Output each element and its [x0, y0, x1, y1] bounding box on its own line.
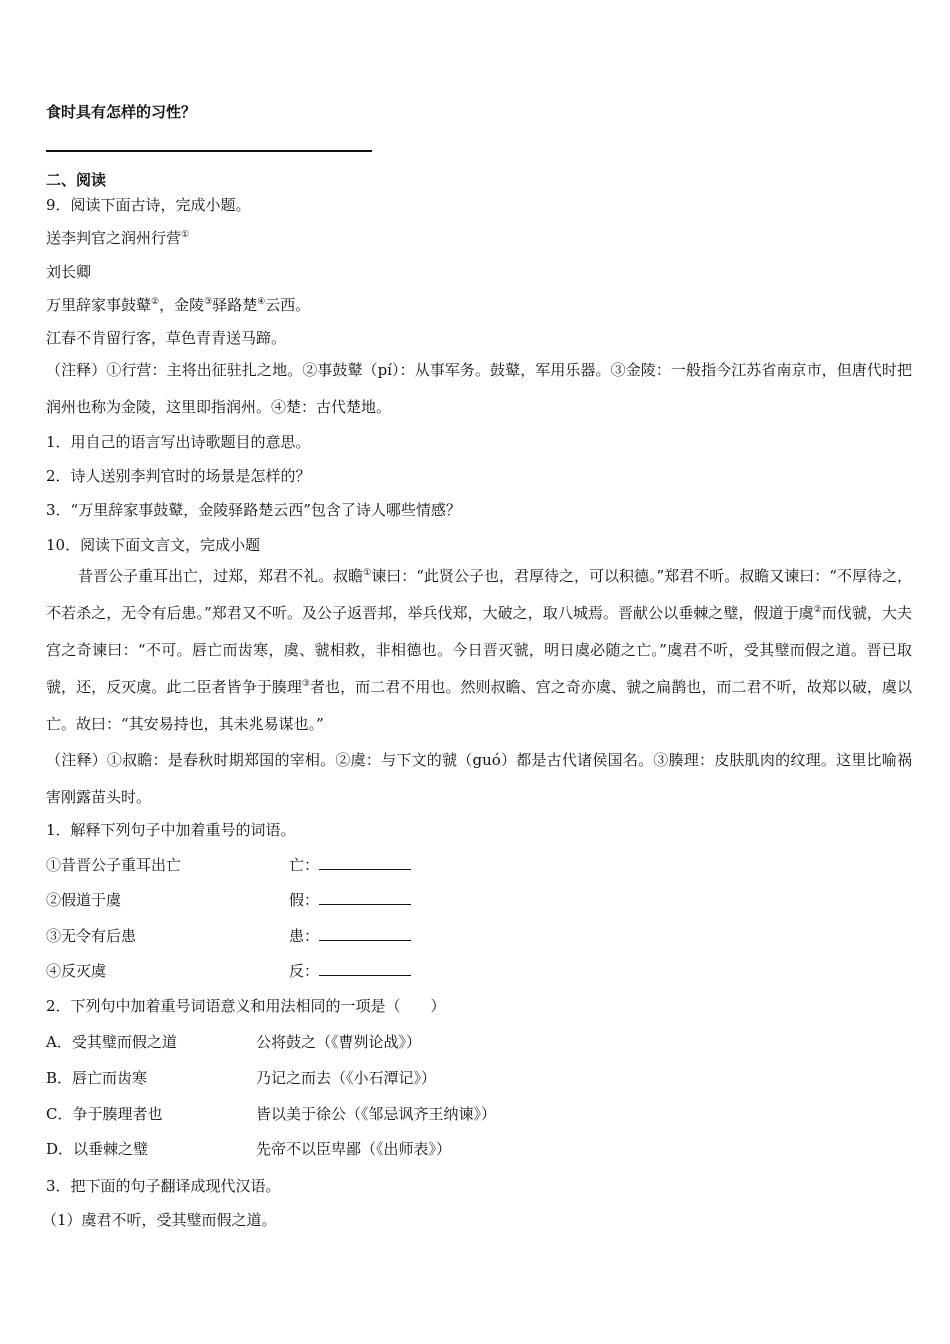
vocab-sentence: ③无令有后患: [46, 927, 137, 945]
answer-blank[interactable]: [319, 890, 411, 905]
note-marker: ③: [301, 679, 310, 689]
poem-line-1-part: 驿路楚: [212, 296, 258, 314]
passage-part: 谏曰：“此贤公子也，君厚待之，可以积德。”郑君不听。叔瞻又谏曰：“不厚待之，不若杀之，无令有后患。”郑君又不听。及公子返晋邦，举兵伐郑，大破之，取八城焉。晋献公以垂棘之璧，假道于虞: [46, 567, 912, 622]
previous-question-tail: 食时具有怎样的习性？: [46, 103, 197, 121]
poem-line-1-part: ，金陵: [159, 296, 205, 314]
vocab-answer: [289, 961, 411, 981]
poem-line-2: 江春不肯留行客，草色青青送马蹄。: [46, 329, 287, 347]
q9-intro: 9．阅读下面古诗，完成小题。: [46, 196, 251, 214]
vocab-item: [46, 961, 320, 981]
note-marker: ①: [181, 230, 190, 240]
note-marker: ②: [151, 297, 160, 307]
option-compare: 公将鼓之（《曹刿论战》）: [256, 1033, 422, 1051]
note-marker: ③: [204, 297, 213, 307]
vocab-answer: [289, 855, 411, 875]
choice-option-a[interactable]: [46, 1032, 422, 1052]
vocab-word: 患：: [289, 927, 320, 945]
answer-blank[interactable]: [319, 926, 411, 941]
section-title: 二、阅读: [46, 171, 107, 189]
poem-title-text: 送李判官之润州行营: [46, 229, 182, 247]
q10-annotation: （注释）①叔瞻：是春秋时期郑国的宰相。②虞：与下文的虢（guó）都是古代诸侯国名。③腠理：皮肤肌肉的纹理。这里比喻祸害刚露苗头时。: [46, 751, 912, 806]
option-sentence: B．唇亡而齿寒: [46, 1069, 148, 1087]
q9-annotation: （注释）①行营：主将出征驻扎之地。②事鼓鼙（pí）：从事军务。鼓鼙，军用乐器。③金陵：一般指今江苏省南京市，但唐代时把润州也称为金陵，这里即指润州。④楚：古代楚地。: [46, 361, 912, 416]
passage-part: 者也，而二君不用也。然则叔瞻、宫之奇亦虞、虢之扁鹊也，而二君不听，故郑以破，虞以亡。故曰：“其安易持也，其未兆易谋也。”: [46, 678, 912, 733]
poem-line-1: [46, 295, 310, 315]
q10-intro: 10．阅读下面文言文，完成小题: [46, 536, 261, 554]
option-sentence: C．争于腠理者也: [46, 1105, 163, 1123]
poem-author: 刘长卿: [46, 263, 92, 281]
passage-part: 而伐虢，大夫宫之奇谏曰：“不可。唇亡而齿寒，虞、虢相救，非相德也。今日晋灭虢，明日虞必随之亡。”虞君不听，受其璧而假之道。晋已取虢，还，反灭虞。此二臣者皆争于腠理: [46, 604, 912, 696]
vocab-word: 反：: [289, 962, 320, 980]
q9-question-2: 2．诗人送别李判官时的场景是怎样的？: [46, 467, 311, 485]
choice-option-b[interactable]: [46, 1068, 437, 1088]
q9-question-3: 3．“万里辞家事鼓鼙，金陵驿路楚云西”包含了诗人哪些情感？: [46, 501, 461, 519]
note-marker: ④: [257, 297, 266, 307]
choice-option-c[interactable]: [46, 1104, 497, 1124]
note-marker: ②: [813, 605, 822, 615]
choice-option-d[interactable]: [46, 1139, 452, 1159]
vocab-sentence: ①昔晋公子重耳出亡: [46, 856, 182, 874]
q10-sub3-prompt: 3．把下面的句子翻译成现代汉语。: [46, 1177, 281, 1195]
vocab-answer: [289, 926, 411, 946]
option-compare: 皆以美于徐公（《邹忌讽齐王纳谏》）: [256, 1105, 497, 1123]
option-sentence: A．受其璧而假之道: [46, 1033, 177, 1051]
option-sentence: D．以垂棘之璧: [46, 1140, 149, 1158]
q10-sub2-prompt: 2．下列句中加着重号词语意义和用法相同的一项是（ ）: [46, 997, 446, 1015]
vocab-sentence: ②假道于虞: [46, 891, 122, 909]
q10-sub1-prompt: 1．解释下列句子中加着重号的词语。: [46, 821, 296, 839]
passage-part: 昔晋公子重耳出亡，过郑，郑君不礼。叔瞻: [78, 567, 364, 585]
poem-title: [46, 228, 189, 248]
translation-item-1: （1）虞君不听，受其璧而假之道。: [42, 1211, 277, 1229]
vocab-item: [46, 855, 320, 875]
vocab-answer: [289, 890, 411, 910]
option-compare: 先帝不以臣卑鄙（《出师表》）: [256, 1140, 452, 1158]
poem-line-1-part: 万里辞家事鼓鼙: [46, 296, 152, 314]
vocab-sentence: ④反灭虞: [46, 962, 107, 980]
vocab-word: 亡：: [289, 856, 320, 874]
classical-passage: [46, 558, 912, 743]
answer-blank[interactable]: [319, 961, 411, 976]
poem-line-1-part: 云西。: [265, 296, 311, 314]
vocab-word: 假：: [289, 891, 320, 909]
answer-blank[interactable]: [319, 855, 411, 870]
q9-question-1: 1．用自己的语言写出诗歌题目的意思。: [46, 433, 311, 451]
answer-line: [46, 150, 372, 152]
vocab-item: [46, 890, 320, 910]
note-marker: ①: [363, 568, 372, 578]
vocab-item: [46, 926, 320, 946]
option-compare: 乃记之而去（《小石潭记》）: [256, 1069, 437, 1087]
